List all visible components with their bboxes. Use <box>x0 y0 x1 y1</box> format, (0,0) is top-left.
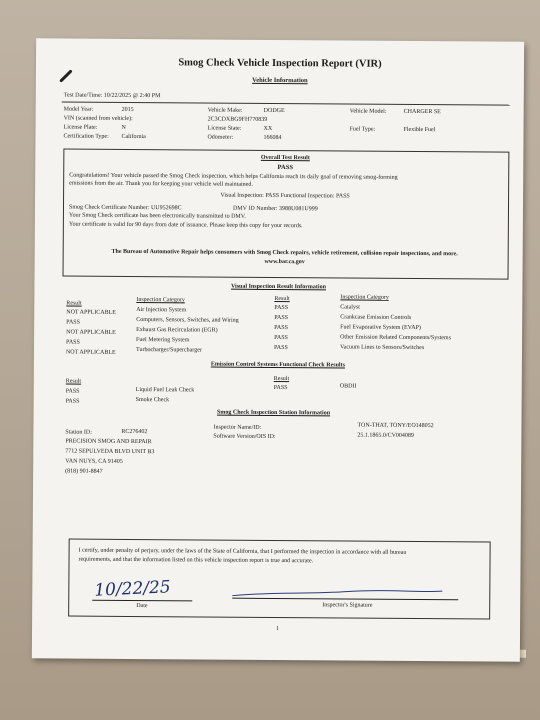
transmitted-text: Your Smog Check certificate has been electronically transmitted to DMV. <box>68 212 246 220</box>
handwritten-date: 10/22/25 <box>93 577 172 601</box>
functional-result-header-right: Result <box>273 375 290 383</box>
license-plate-label: License Plate: <box>63 124 98 131</box>
station-address-1: 7712 SEPULVEDA BLVD UNIT B3 <box>65 448 155 456</box>
bureau-text: The Bureau of Automotive Repair helps consumers with Smog Check repairs, vehicle retirement, collision repair inspections, and more. <box>111 248 458 258</box>
state-label: License State: <box>207 125 242 132</box>
dmv-id-number: DMV ID Number: 3988U081U999 <box>232 205 318 213</box>
software: 25.1.1865.0/CV004089 <box>357 432 414 439</box>
visual-right-result-1: PASS <box>274 304 289 312</box>
page-number: 1 <box>276 625 280 633</box>
congrats-line-2: emissions from the air. Thank you for keeping your vehicle well maintained. <box>69 180 253 188</box>
model-year-label: Model Year: <box>63 106 94 113</box>
inspector: TON-THAT, TONY/EO148052 <box>357 422 434 430</box>
station-address-2: VAN NUYS, CA 91405 <box>65 458 123 465</box>
fuel-label: Fuel Type: <box>349 126 376 133</box>
visual-category-header-left: Inspection Category <box>136 297 185 304</box>
inspector-label: Inspector Name/ID: <box>213 424 262 431</box>
visual-left-category-2: Computers, Sensors, Switches, and Wiring <box>136 317 239 324</box>
visual-left-category-3: Exhaust Gas Recirculation (EGR) <box>136 327 218 334</box>
visual-category-header-right: Inspection Category <box>340 294 389 301</box>
visual-left-result-1: NOT APPLICABLE <box>66 309 117 316</box>
fuel: Flexible Fuel <box>403 126 436 134</box>
model: CHARGER SE <box>403 108 441 116</box>
certify-line-1: I certify, under penalty of perjury, under the laws of the State of California, that I performed the inspection in accordance with all bureau <box>78 547 407 556</box>
report-title: Smog Check Vehicle Inspection Report (VIR) <box>178 57 382 70</box>
visual-right-category-1: Catalyst <box>340 304 360 311</box>
functional-right-result-1: PASS <box>273 384 288 392</box>
valid-text: Your certificate is valid for 90 days from date of issuance. Please keep this copy for your records. <box>68 221 303 230</box>
test-datetime: Test Date/Time: 10/22/2025 @ 2:40 PM <box>63 92 161 100</box>
bureau-link[interactable]: www.bar.ca.gov <box>264 258 305 266</box>
station-name: PRECISION SMOG AND REPAIR <box>65 438 152 446</box>
model-year: 2015 <box>121 106 134 113</box>
congrats-line-1: Congratulations! Your vehicle passed the Smog Check inspection, which helps California reach its daily goal of removing smog-forming <box>69 172 398 181</box>
vehicle-info-heading: Vehicle Information <box>252 76 308 85</box>
functional-left-result-2: PASS <box>65 398 80 405</box>
overall-heading: Overall Test Result <box>260 154 310 162</box>
visual-result-header-right: Result <box>274 295 290 303</box>
functional-left-category-2: Smoke Check <box>135 397 170 404</box>
visual-right-result-2: PASS <box>274 314 289 322</box>
station-heading: Smog Check Inspection Station Information <box>217 409 331 417</box>
functional-left-category-1: Liquid Fuel Leak Check <box>135 387 195 394</box>
inspection-report-page <box>32 38 524 661</box>
overall-result: PASS <box>277 163 294 172</box>
visual-result-header-left: Result <box>66 300 82 307</box>
odometer: 166084 <box>263 134 282 142</box>
make: DODGE <box>263 107 285 115</box>
state: XX <box>263 125 273 132</box>
visual-left-result-4: PASS <box>66 339 80 346</box>
odometer-label: Odometer: <box>207 134 234 141</box>
visual-left-result-5: NOT APPLICABLE <box>65 349 116 356</box>
software-label: Software Version/OIS ID: <box>213 433 276 440</box>
make-label: Vehicle Make: <box>207 107 243 114</box>
visual-right-result-4: PASS <box>274 334 288 342</box>
visual-inspection-heading: Visual Inspection Result Information <box>230 283 326 291</box>
model-label: Vehicle Model: <box>349 108 387 115</box>
visual-right-category-2: Crankcase Emission Controls <box>340 314 412 321</box>
station-id-label: Station ID: <box>65 429 92 436</box>
visual-left-result-3: NOT APPLICABLE <box>66 329 116 336</box>
cert-type-label: Certification Type: <box>63 133 109 140</box>
visual-left-category-4: Fuel Metering System <box>136 337 190 344</box>
station-id: RC276402 <box>121 428 148 436</box>
visual-left-category-5: Turbocharger/Supercharger <box>135 347 202 354</box>
divider <box>62 101 510 105</box>
cert-type: California <box>121 133 146 141</box>
functional-right-category-1: OBDII <box>339 383 357 390</box>
visual-right-category-5: Vacuum Lines to Sensors/Switches <box>339 344 425 352</box>
visual-functional-summary: Visual Inspection: PASS Functional Inspection: PASS <box>220 192 350 200</box>
certify-line-2: requirements, and that the information listed on this vehicle inspection report is true and accurate. <box>78 556 314 565</box>
functional-heading: Emission Control Systems Functional Check Results <box>210 361 345 369</box>
visual-right-result-5: PASS <box>273 344 288 352</box>
visual-left-result-2: PASS <box>66 319 81 326</box>
station-phone: (818) 901-8847 <box>65 468 103 475</box>
vin-label: VIN (scanned from vehicle): <box>63 115 133 122</box>
visual-right-category-3: Fuel Evaporative System (EVAP) <box>340 324 421 331</box>
vin: 2C3CDXBG9FH770839 <box>207 116 268 123</box>
date-label: Date <box>136 603 148 610</box>
visual-right-category-4: Other Emission Related Components/Systems <box>340 334 451 342</box>
functional-left-result-1: PASS <box>65 388 80 395</box>
certificate-number: Smog Check Certificate Number: UU952698C <box>68 204 182 212</box>
license-plate: N <box>121 124 126 131</box>
visual-right-result-3: PASS <box>274 324 288 332</box>
signature-label: Inspector's Signature <box>322 602 373 609</box>
visual-left-category-1: Air Injection System <box>136 307 187 314</box>
functional-result-header-left: Result <box>65 378 82 385</box>
